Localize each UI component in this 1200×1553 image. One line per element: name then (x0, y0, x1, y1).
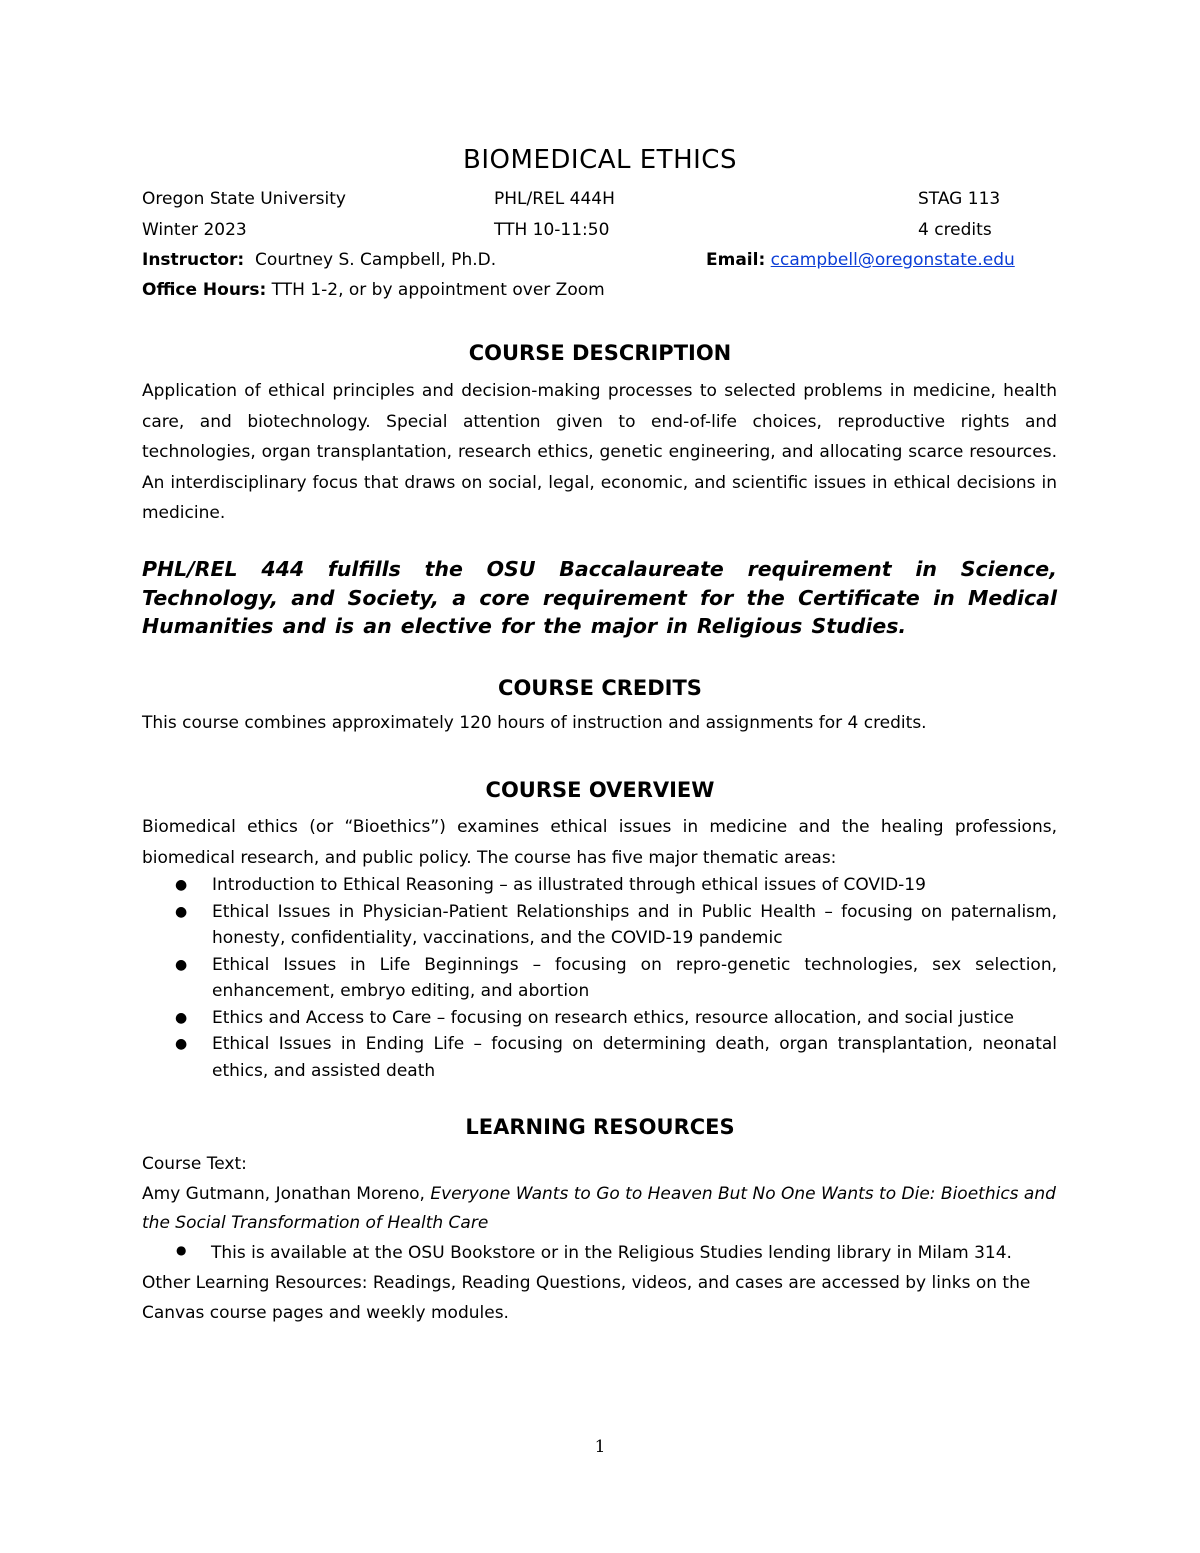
availability-note: This is available at the OSU Bookstore or in the Religious Studies lending library in Milam 314. (211, 1243, 1012, 1263)
list-item (142, 899, 1057, 952)
email (706, 250, 1015, 270)
theme-text: Ethics and Access to Care – focusing on research ethics, resource allocation, and social justice (212, 1007, 1014, 1028)
theme-text: Ethical Issues in Life Beginnings – focusing on repro-genetic technologies, sex selection, enhancement, embryo editing, and abortion (212, 954, 1057, 1001)
book-title: Everyone Wants to Go to Heaven But No One Wants to Die: Bioethics and the Social Transformation of Health Care (142, 1184, 1056, 1233)
info-row-3 (142, 250, 1062, 274)
list-item (142, 1031, 1057, 1084)
course-overview-intro: Biomedical ethics (or “Bioethics”) examines ethical issues in medicine and the healing professions, biomedical research, and public policy. The course has five major thematic areas: (142, 817, 1057, 868)
document-title: BIOMEDICAL ETHICS (463, 145, 737, 175)
course-text-label: Course Text: (142, 1154, 247, 1174)
thematic-areas-list (142, 872, 1057, 1084)
office-hours-label: Office Hours: (142, 280, 267, 300)
term: Winter 2023 (142, 220, 247, 240)
other-resources-text: Other Learning Resources: Readings, Reading Questions, videos, and cases are accessed by links on the Canvas course pages and weekly modules. (142, 1273, 1031, 1323)
info-row-2 (142, 220, 1062, 244)
email-link[interactable]: ccampbell@oregonstate.edu (770, 250, 1015, 270)
list-item (142, 872, 1057, 899)
bullet-icon: ● (176, 1243, 187, 1257)
bullet-icon: ● (175, 1036, 188, 1052)
info-row-1 (142, 189, 1062, 213)
page-number: 1 (594, 1437, 606, 1457)
theme-text: Ethical Issues in Ending Life – focusing on determining death, organ transplantation, neonatal ethics, and assisted death (212, 1034, 1057, 1081)
email-label: Email: (706, 250, 766, 270)
instructor (142, 250, 496, 270)
course-credits-heading: COURSE CREDITS (498, 676, 702, 700)
room: STAG 113 (918, 189, 1001, 209)
schedule: TTH 10-11:50 (494, 220, 610, 240)
list-item (142, 1005, 1057, 1032)
office-hours (142, 280, 605, 300)
bullet-icon: ● (175, 956, 188, 973)
bullet-icon: ● (175, 903, 188, 920)
instructor-name: Courtney S. Campbell, Ph.D. (255, 250, 497, 270)
course-description-text: Application of ethical principles and decision-making processes to selected problems in medicine, health care, and biotechnology. Special attention given to end-of-life choices, reproductive rights and technologies, organ transplantation, research ethics, genetic engineering, and allocating scarce resources. An interdisciplinary focus that draws on social, legal, economic, and scientific issues in ethical decisions in medicine. (142, 381, 1057, 523)
theme-text: Ethical Issues in Physician-Patient Relationships and in Public Health – focusing on paternalism, honesty, confidentiality, vaccinations, and the COVID-19 pandemic (212, 901, 1057, 948)
requirement-note: PHL/REL 444 fulfills the OSU Baccalaureate requirement in Science, Technology, and Society, a core requirement for the Certificate in Medical Humanities and is an elective for the major in Religious Studies. (142, 557, 1057, 638)
theme-text: Introduction to Ethical Reasoning – as illustrated through ethical issues of COVID-19 (212, 875, 926, 895)
info-row-4 (142, 280, 1062, 304)
course-credits-text: This course combines approximately 120 hours of instruction and assignments for 4 credits. (142, 713, 927, 733)
book-authors: Amy Gutmann, Jonathan Moreno, (142, 1184, 425, 1204)
course-text-citation (142, 1180, 1057, 1238)
credits: 4 credits (918, 220, 992, 240)
list-item (142, 952, 1057, 1005)
course-description-heading: COURSE DESCRIPTION (468, 341, 732, 365)
course-overview-heading: COURSE OVERVIEW (485, 778, 715, 802)
bullet-icon: ● (175, 1009, 188, 1026)
bullet-icon: ● (175, 877, 188, 893)
learning-resources-heading: LEARNING RESOURCES (465, 1115, 735, 1139)
course-code: PHL/REL 444H (494, 189, 615, 209)
office-hours-value: TTH 1-2, or by appointment over Zoom (271, 280, 605, 300)
instructor-label: Instructor: (142, 250, 245, 270)
university-name: Oregon State University (142, 189, 346, 209)
